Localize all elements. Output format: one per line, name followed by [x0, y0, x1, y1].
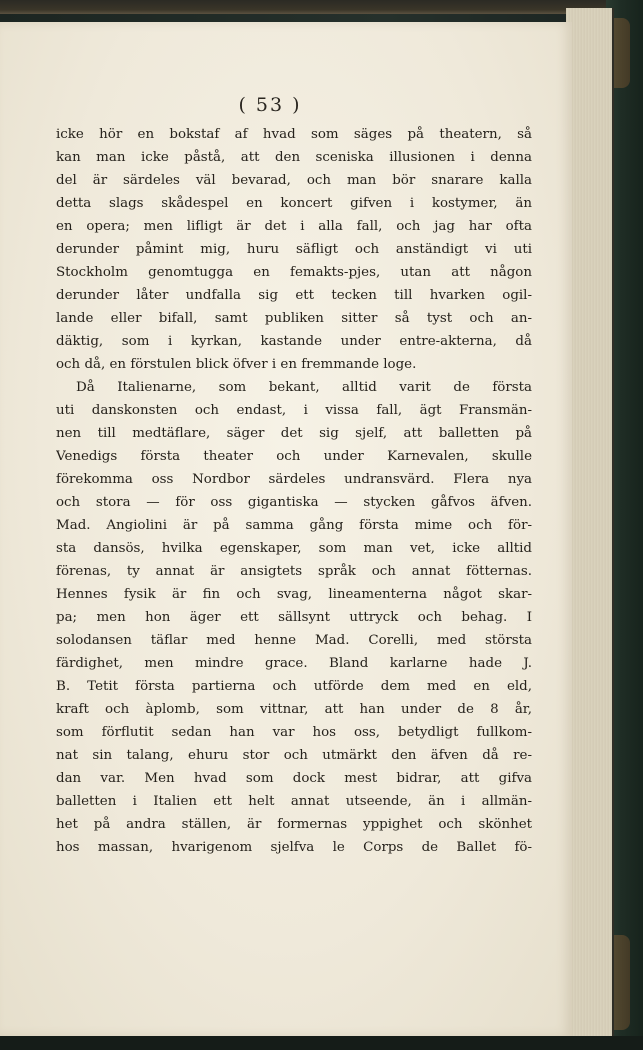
text-line: däktig, som i kyrkan, kastande under entre-akterna, då [56, 334, 532, 349]
text-line: och stora — för oss gigantiska — stycken gåfvos äfven. [56, 495, 532, 510]
page-number: ( 53 ) [238, 94, 302, 116]
text-line: solodansen täflar med henne Mad. Corelli, med största [56, 633, 532, 648]
text-line: hos massan, hvarigenom sjelfva le Corps de Ballet fö- [56, 840, 532, 855]
text-line: B. Tetit första partierna och utförde dem med en eld, [56, 679, 532, 694]
text-line: en opera; men lifligt är det i alla fall, och jag har ofta [56, 219, 532, 234]
text-line: derunder påmint mig, huru säfligt och anständigt vi uti [56, 242, 532, 257]
page-text [56, 123, 532, 859]
text-line: Hennes fysik är fin och svag, lineamenterna något skar- [56, 587, 532, 602]
text-line: Stockholm genomtugga en femakts-pjes, utan att någon [56, 265, 532, 280]
text-line: nen till medtäflare, säger det sig sjelf, att balletten på [56, 426, 532, 441]
text-line: kraft och àplomb, som vittnar, att han under de 8 år, [56, 702, 532, 717]
text-line: het på andra ställen, är formernas yppighet och skönhet [56, 817, 532, 832]
binding-strip [0, 0, 643, 14]
text-line: Venedigs första theater och under Karnevalen, skulle [56, 449, 532, 464]
text-line: Mad. Angiolini är på samma gång första mime och för- [56, 518, 532, 533]
text-line: och då, en förstulen blick öfver i en fremmande loge. [56, 357, 417, 372]
bottom-edge [0, 1036, 643, 1050]
text-line: som förflutit sedan han var hos oss, betydligt fullkom- [56, 725, 532, 740]
text-line: förekomma oss Nordbor särdeles undransvärd. Flera nya [56, 472, 532, 487]
text-line: detta slags skådespel en koncert gifven i kostymer, än [56, 196, 532, 211]
text-line: nat sin talang, ehuru stor och utmärkt den äfven då re- [56, 748, 532, 763]
text-line: lande eller bifall, samt publiken sitter så tyst och an- [56, 311, 532, 326]
text-line: derunder låter undfalla sig ett tecken till hvarken ogil- [56, 288, 532, 303]
book-page [0, 22, 572, 1036]
text-line: balletten i Italien ett helt annat utseende, än i allmän- [56, 794, 532, 809]
text-line: del är särdeles väl bevarad, och man bör snarare kalla [56, 173, 532, 188]
text-line: uti danskonsten och endast, i vissa fall, ägt Fransmän- [56, 403, 532, 418]
text-line: icke hör en bokstaf af hvad som säges på theatern, så [56, 127, 532, 142]
text-line: dan var. Men hvad som dock mest bidrar, att gifva [56, 771, 532, 786]
text-line: förenas, ty annat är ansigtets språk och annat fötternas. [56, 564, 532, 579]
text-line: sta dansös, hvilka egenskaper, som man vet, icke alltid [56, 541, 532, 556]
page-edges [566, 8, 614, 1036]
text-line: Då Italienarne, som bekant, alltid varit de första [76, 380, 532, 395]
text-line: färdighet, men mindre grace. Bland karlarne hade J. [56, 656, 532, 671]
text-line: pa; men hon äger ett sällsynt uttryck och behag. I [56, 610, 532, 625]
text-line: kan man icke påstå, att den sceniska illusionen i denna [56, 150, 532, 165]
